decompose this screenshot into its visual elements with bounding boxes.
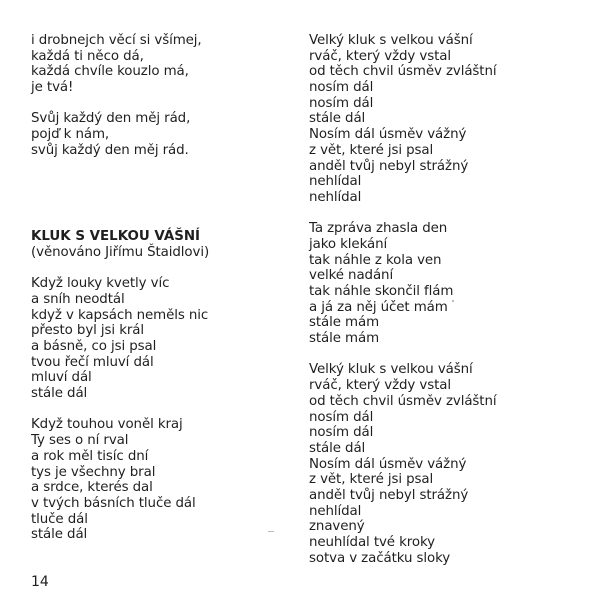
verse-line: z vět, které jsi psal (309, 472, 434, 488)
page-number: 14 (31, 574, 49, 590)
verse-line: z vět, které jsi psal (309, 142, 434, 158)
verse-line: mluví dál (31, 370, 92, 386)
verse-line: nosím dál (309, 425, 374, 441)
verse-line: stále dál (309, 111, 366, 127)
stanza (31, 33, 281, 96)
verse-line: od těch chvil úsměv zvláštní (309, 393, 497, 409)
verse-line: a já za něj účet mám (309, 299, 448, 315)
verse-line: nosím dál (309, 95, 374, 111)
stanza (309, 221, 589, 347)
poem-title: KLUK S VELKOU VÁŠNÍ (31, 229, 201, 245)
verse-line: velké nadání (309, 268, 394, 284)
stanza (31, 111, 281, 158)
verse-line: znavený (309, 519, 365, 535)
stanza (31, 417, 281, 543)
verse-line: a sníh neodtál (31, 291, 125, 307)
verse-line: každá ti něco dá, (31, 48, 144, 64)
verse-line: Když louky kvetly víc (31, 276, 170, 292)
verse-line: nosím dál (309, 409, 374, 425)
verse-line: Ty ses o ní rval (31, 433, 129, 449)
right-column (309, 33, 589, 582)
verse-line: svůj každý den měj rád. (31, 142, 189, 158)
verse-line: stále dál (31, 527, 88, 543)
verse-line: Když touhou voněl kraj (31, 417, 183, 433)
left-column (31, 33, 281, 559)
verse-line: tvou řečí mluví dál (31, 354, 154, 370)
verse-line: a rok měl tisíc dní (31, 448, 149, 464)
verse-line: stále mám (309, 331, 380, 347)
verse-line: a básně, co jsi psal (31, 339, 157, 354)
verse-line: anděl tvůj nebyl strážný (309, 158, 469, 174)
verse-line: Nosím dál úsměv vážný (309, 127, 467, 143)
verse-line: Velký kluk s velkou vášní (309, 362, 473, 378)
stanza (309, 362, 589, 566)
verse-line: i drobnejch věcí si všímej, (31, 33, 202, 48)
verse-line: stále mám (309, 315, 380, 331)
verse-line: přesto byl jsi král (31, 323, 144, 339)
verse-line: když v kapsách neměls nic (31, 307, 209, 323)
verse-line: anděl tvůj nebyl strážný (309, 487, 469, 503)
verse-line: neuhlídal tvé kroky (309, 535, 435, 550)
verse-line: jako klekání (309, 236, 388, 252)
verse-line: tak náhle z kola ven (309, 252, 442, 268)
verse-line: nehlídal (309, 503, 362, 519)
verse-line: rváč, který vždy vstal (309, 378, 451, 394)
scan-speck (268, 531, 274, 532)
stanza (31, 276, 281, 402)
scan-speck (452, 300, 454, 302)
poem-dedication: (věnováno Jiřímu Štaidlovi) (31, 244, 210, 260)
verse-line: rváč, který vždy vstal (309, 48, 451, 64)
verse-line: stále dál (309, 440, 366, 456)
verse-line: nosím dál (309, 80, 374, 96)
verse-line: nehlídal (309, 189, 362, 205)
verse-line: stále dál (31, 386, 88, 402)
verse-line: tak náhle skončil flám (309, 284, 454, 299)
verse-line: Ta zpráva zhasla den (309, 221, 448, 237)
verse-line: tys je všechny bral (31, 464, 156, 480)
verse-line: tluče dál (31, 511, 88, 527)
verse-line: Velký kluk s velkou vášní (309, 33, 473, 48)
verse-line: každá chvíle kouzlo má, (31, 64, 189, 80)
verse-line: pojď k nám, (31, 127, 110, 143)
verse-line: v tvých básních tluče dál (31, 495, 196, 511)
verse-line: Nosím dál úsměv vážný (309, 456, 467, 472)
verse-line: od těch chvil úsměv zvláštní (309, 64, 497, 80)
stanza (309, 33, 589, 206)
verse-line: sotva v začátku sloky (309, 550, 451, 566)
verse-line: Svůj každý den měj rád, (31, 111, 191, 127)
verse-line: je tvá! (31, 80, 74, 96)
verse-line: a srdce, kterés dal (31, 480, 153, 496)
verse-line: nehlídal (309, 174, 362, 190)
